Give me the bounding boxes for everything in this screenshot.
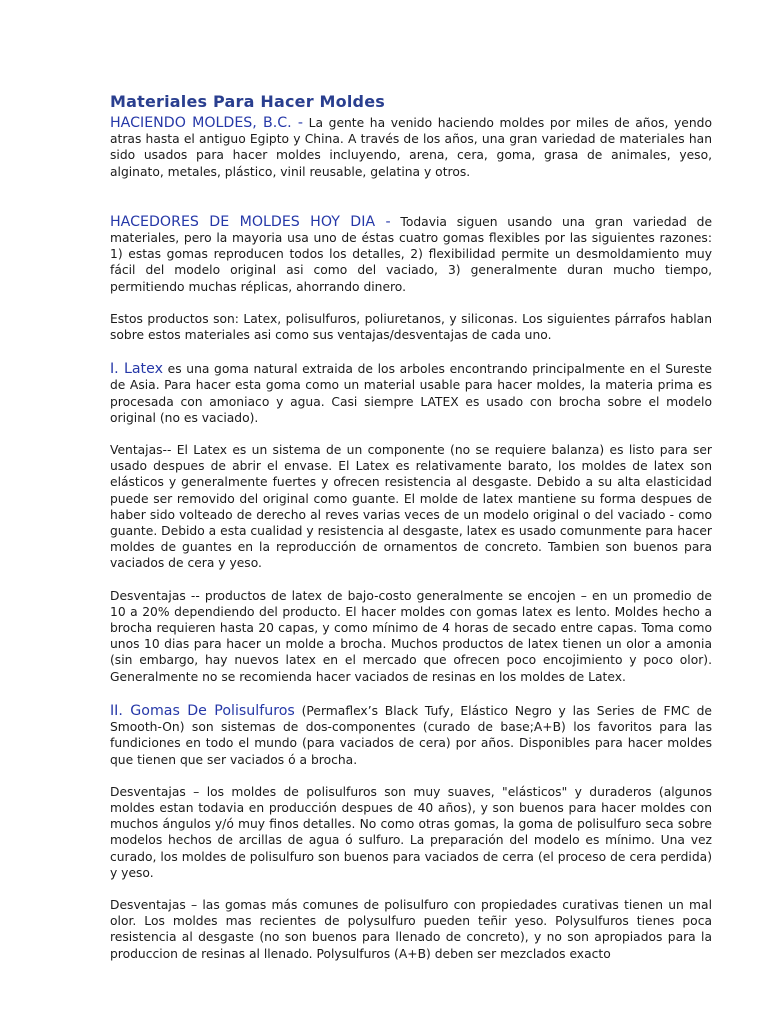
paragraph-polisulfuros-desventajas: Desventajas – las gomas más comunes de polisulfuro con propiedades curativas tienen un mal olor. Los moldes mas recientes de polysulfuro pueden teñir yeso. Polysulfuros tienes poca resistencia al desgaste (no son buenos para llenado de concreto), y no son apropiados para la produccion de resinas al llenado. Polysulfuros (A+B) deben ser mezclados exacto — [110, 897, 712, 961]
paragraph-hacedores-de-moldes — [110, 214, 712, 295]
paragraph-text: (Permaflex’s Black Tufy, Elástico Negro y las Series de FMC de Smooth-On) son sistemas de dos-componentes (curado de base;A+B) los favoritos para las fundiciones en todo el mundo (para vaciados de cera) por años. Disponibles para hacer moldes que tienen que ser vaciados ó a brocha. — [110, 703, 712, 767]
paragraph-polisulfuros — [110, 703, 712, 768]
document-content — [110, 92, 712, 962]
paragraph-latex-ventajas: Ventajas-- El Latex es un sistema de un componente (no se requiere balanza) es listo para ser usado despues de abrir el envase. El Latex es relativamente barato, los moldes de latex son elásticos y generalmente fuertes y ofrecen resistencia al desgaste. Debido a su alta elasticidad puede ser removido del original como guante. El molde de latex mantiene su forma despues de haber sido volteado de derecho al reves varias veces de un modelo original o del vaciado - como guante. Debido a esta cualidad y resistencia al desgaste, latex es usado comunmente para hacer moldes de guantes en la reproducción de ornamentos de concreto. Tambien son buenos para vaciados de cera y yeso. — [110, 443, 712, 571]
section-heading: I. Latex — [110, 361, 163, 378]
paragraph-productos: Estos productos son: Latex, polisulfuros, poliuretanos, y siliconas. Los siguientes párrafos hablan sobre estos materiales asi como sus ventajas/desventajas de cada uno. — [110, 311, 712, 343]
paragraph-text: La gente ha venido haciendo moldes por miles de años, yendo atras hasta el antiguo Egipto y China. A través de los años, una gran variedad de materiales han sido usados para hacer moldes incluyendo, arena, cera, goma, grasa de animales, yeso, alginato, metales, plástico, vinil reusable, gelatina y otros. — [110, 116, 712, 179]
paragraph-polisulfuros-ventajas: Desventajas – los moldes de polisulfuros son muy suaves, "elásticos" y duraderos (algunos moldes estan todavia en producción despues de 40 años), y son buenos para hacer moldes con muchos ángulos y/ó muy finos detalles. No como otras gomas, la goma de polisulfuro seca sobre modelos hechos de arcillas de agua ó sulfuro. La preparación del modelo es mínimo. Una vez curado, los moldes de polisulfuro son buenos para vaciados de cerra (el proceso de cera perdida) y yeso. — [110, 784, 712, 880]
paragraph-latex — [110, 361, 712, 426]
paragraph-latex-desventajas: Desventajas -- productos de latex de bajo-costo generalmente se encojen – en un promedio de 10 a 20% dependiendo del producto. El hacer moldes con gomas latex es lento. Moldes hecho a brocha requieren hasta 20 capas, y como mínimo de 4 horas de secado entre capas. Toma como unos 10 dias para hacer un molde a brocha. Muchos productos de latex tienen un olor a amonia (sin embargo, hay nuevos latex en el mercado que ofrecen poco encojimiento y poco olor). Generalmente no se recomienda hacer vaciados de resinas en los moldes de Latex. — [110, 588, 712, 684]
section-heading: HACIENDO MOLDES, B.C. - — [110, 115, 304, 131]
section-heading: HACEDORES DE MOLDES HOY DIA - — [110, 213, 391, 230]
paragraph-text: es una goma natural extraida de los arboles encontrando principalmente en el Sureste de Asia. Para hacer esta goma como un material usable para hacer moldes, la materia prima es procesada con amoniaco y agua. Casi siempre LATEX es usado con brocha sobre el modelo original (no es vaciado). — [110, 362, 712, 425]
section-heading: II. Gomas De Polisulfuros — [110, 702, 295, 719]
page-title: Materiales Para Hacer Moldes — [110, 92, 385, 111]
paragraph-haciendo-moldes — [110, 115, 712, 180]
paragraph-text: Todavia siguen usando una gran variedad de materiales, pero la mayoria usa uno de éstas cuatro gomas flexibles por las siguientes razones: 1) estas gomas reproducen todos los detalles, 2) flexibilidad permite un desmoldamiento muy fácil del modelo original asi como del vaciado, 3) generalmente duran mucho tiempo, permitiendo muchas réplicas, ahorrando dinero. — [110, 214, 713, 294]
